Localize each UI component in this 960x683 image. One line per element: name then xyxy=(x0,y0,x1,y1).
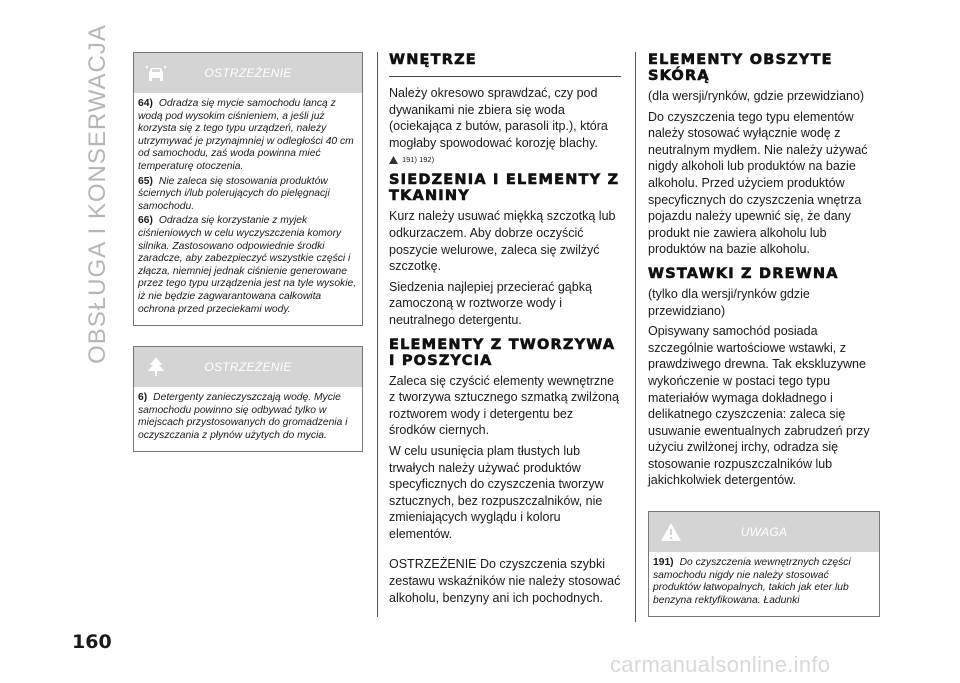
warning-item: 6) Detergenty zanieczyszczają wodę. Mycie samochodu powinno się odbywać tylko w miejscach przystosowanych do gromadzenia i oczyszczania z płynów użytych do mycia. xyxy=(138,392,348,441)
paragraph: OSTRZEŻENIE Do czyszczenia szybki zestawu wskaźników nie należy stosować alkoholu, benzyny ani ich pochodnych. xyxy=(389,557,621,605)
tree-environment-icon xyxy=(142,353,170,381)
caution-box-header xyxy=(649,512,879,552)
page-number: 160 xyxy=(72,631,112,653)
warning-box-title: OSTRZEŻENIE xyxy=(204,66,292,80)
left-column xyxy=(133,52,363,464)
section-tab-label: OBSŁUGA I KONSERWACJA xyxy=(84,24,111,364)
car-warning-icon xyxy=(142,59,170,87)
caution-box-title: UWAGA xyxy=(740,525,788,540)
warning-item: 65) Nie zaleca się stosowania produktów ściernych i/lub polerujących do pielęgnacji samochodu. xyxy=(138,175,330,212)
paragraph: Należy okresowo sprawdzać, czy pod dywanikami nie zbiera się woda (ociekająca z butów, parasoli itp.), która mogłaby spowodować korozję blachy. xyxy=(389,86,608,150)
paragraph: W celu usunięcia plam tłustych lub trwałych należy używać produktów specyficznych do czyszczenia tworzyw sztucznych, bez rozpuszczalników, nie zmieniających wyglądu i koloru elementów. xyxy=(389,443,604,541)
caution-box xyxy=(648,511,880,617)
watermark: carmanualsonline.info xyxy=(610,652,831,677)
environment-warning-body xyxy=(134,387,362,451)
column-divider xyxy=(635,52,636,622)
warning-box xyxy=(133,52,363,326)
warning-item: 66) Odradza się korzystanie z myjek ciśnieniowych w celu wyczyszczenia komory silnika. Zastosowano odpowiednie środki zaradcze, aby zabezpieczyć wszystkie części i złącza, niemniej jednak ciśnienie generowane przez tego typu urządzenia jest na tyle wysokie, iż nie będzie zagwarantowana całkowita ochrona przed przeciekami wody. xyxy=(138,215,357,315)
heading-plastic-elements: ELEMENTY Z TWORZYWA I POSZYCIA xyxy=(389,336,616,369)
paragraph: Do czyszczenia tego typu elementów należy stosować wyłącznie wodę z neutralnym mydłem. Nie należy używać nigdy alkoholi lub produktów na bazie alkoholu. Przed użyciem produktów specyficznych do czyszczenia wnętrza pojazdu należy upewnić się, że dany produkt nie zawiera alkoholu lub produktów na bazie alkoholu. xyxy=(648,109,868,257)
warning-references xyxy=(389,155,621,164)
column-divider xyxy=(377,52,378,617)
paragraph: Kurz należy usuwać miękką szczotką lub odkurzaczem. Aby dobrze oczyścić poszycie welurowe, zaleca się zwilżyć szczotkę. xyxy=(389,209,616,274)
section-tab xyxy=(78,24,118,364)
warning-box-body xyxy=(134,93,362,325)
environment-warning-box xyxy=(133,346,363,452)
subtitle: (tylko dla wersji/rynków gdzie przewidziano) xyxy=(648,286,810,318)
warning-triangle-icon xyxy=(389,156,398,164)
reference-numbers: 191) 192) xyxy=(402,155,435,165)
warning-item: 191) Do czyszczenia wewnętrznych części samochodu nigdy nie należy stosować produktów łatwopalnych, takich jak eter lub benzyna rektyfikowana. Ładunki xyxy=(653,557,851,606)
environment-warning-title: OSTRZEŻENIE xyxy=(204,360,292,375)
heading-interior: WNĘTRZE xyxy=(389,52,621,77)
warning-item: 64) Odradza się mycie samochodu lancą z wodą pod wysokim ciśnieniem, a jeśli już korzysta się z tego typu urządzeń, należy utrzymywać je przynajmniej w odległości 40 cm od samochodu, zaś woda powinna mieć temperaturę otoczenia. xyxy=(138,98,354,172)
right-column xyxy=(648,52,880,629)
paragraph: Opisywany samochód posiada szczególnie wartościowe wstawki, z prawdziwego drewna. Tak ekskluzywne wykończenie w postaci tego typu materiałów wymaga dokładnego i delikatnego czyszczenia: zaleca się usuwanie ewentualnych zabrudzeń przy użyciu zwilżonej irchy, odradza się stosowanie rozpuszczalników lub jakichkolwiek detergentów. xyxy=(648,324,870,488)
middle-column xyxy=(389,52,621,610)
warning-box-header xyxy=(134,53,362,93)
environment-warning-header xyxy=(134,347,362,387)
warning-triangle-icon xyxy=(657,518,685,546)
subtitle: (dla wersji/rynków, gdzie przewidziano) xyxy=(648,89,865,103)
heading-seats-fabric: SIEDZENIA I ELEMENTY Z TKANINY xyxy=(389,172,620,205)
heading-wood-inserts: WSTAWKI Z DREWNA xyxy=(648,265,839,282)
heading-leather-elements: ELEMENTY OBSZYTE SKÓRĄ xyxy=(648,52,833,84)
paragraph: Siedzenia najlepiej przecierać gąbką zamoczoną w roztworze wody i neutralnego detergentu. xyxy=(389,279,592,327)
paragraph: Zaleca się czyścić elementy wewnętrzne z tworzywa sztucznego szmatką zwilżoną roztworem wody i detergentu bez środków ciernych. xyxy=(389,373,619,438)
caution-box-body xyxy=(649,552,879,616)
